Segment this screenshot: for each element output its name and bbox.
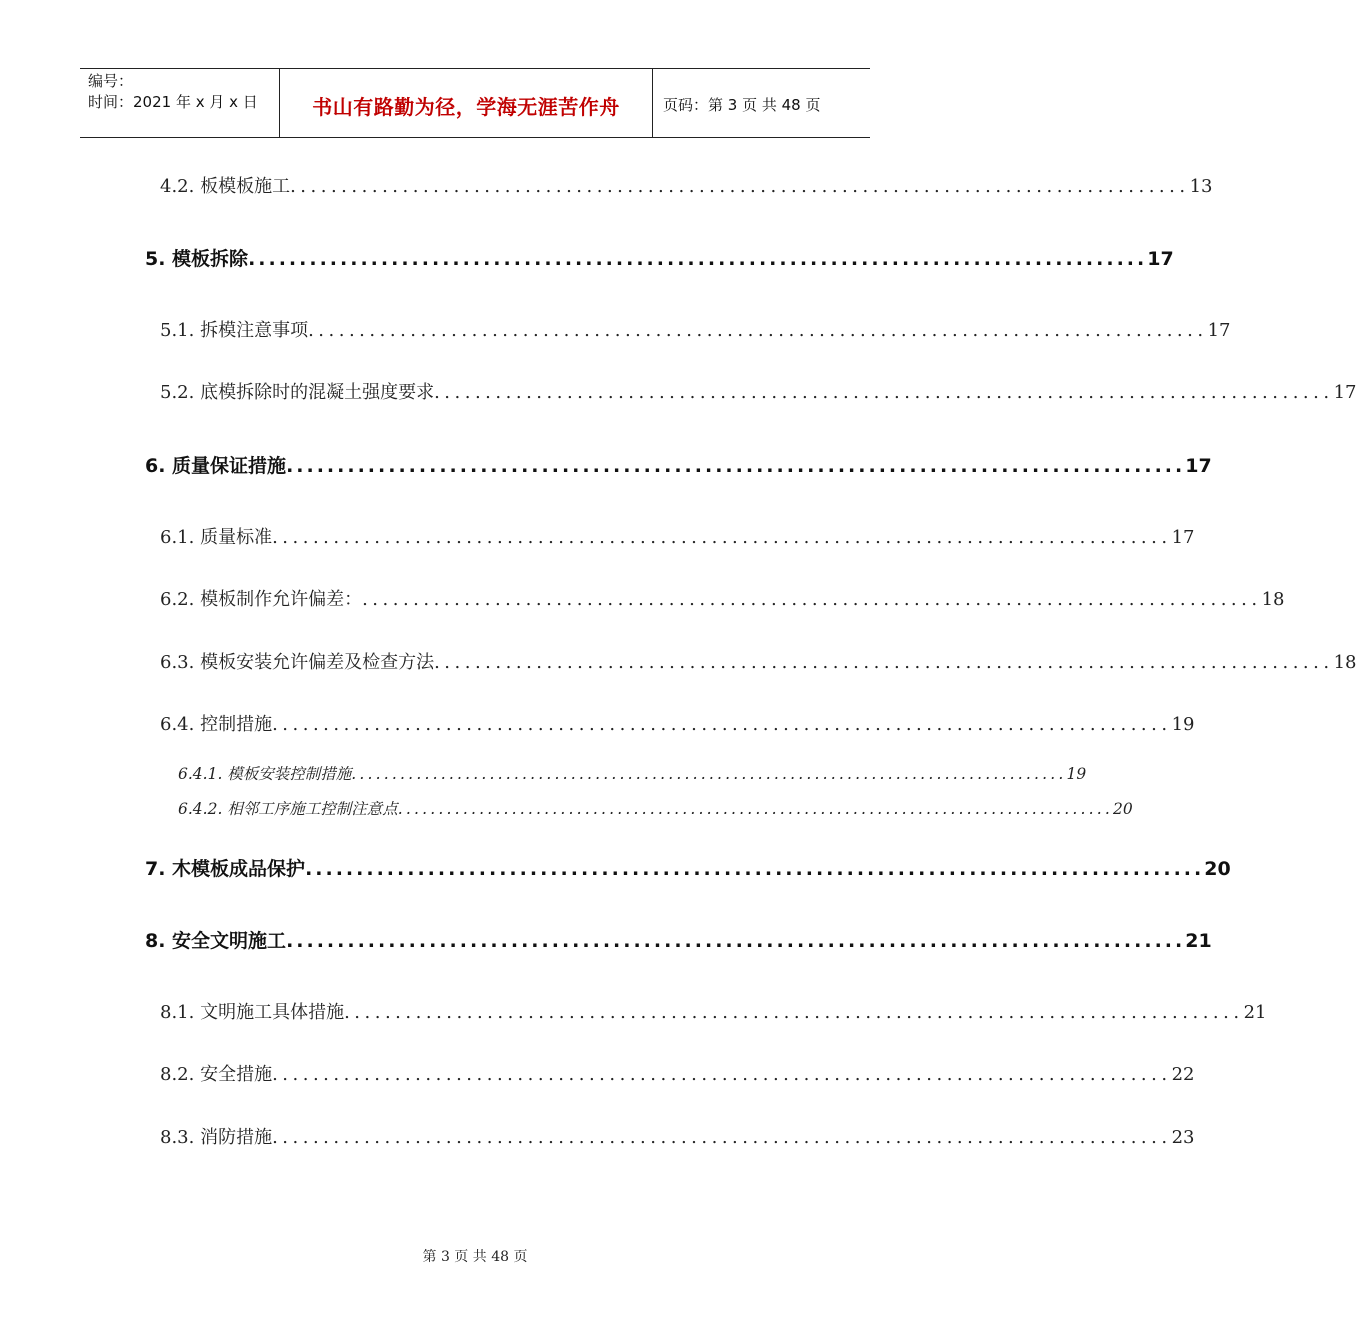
header-meta — [80, 69, 280, 137]
toc-entry-6-4-1[interactable] — [178, 762, 1087, 784]
toc-label: 8.2. 安全措施 — [160, 1064, 273, 1085]
header-time: 时间：2021 年 x 月 x 日 — [88, 93, 258, 111]
toc-label: 4.2. 板模板施工 — [160, 176, 291, 197]
toc-label: 8.1. 文明施工具体措施 — [160, 1002, 345, 1023]
toc-label: 6. 质量保证措施 — [145, 455, 287, 477]
toc-page: 22 — [1171, 1064, 1195, 1085]
toc-page: 17 — [1207, 320, 1231, 341]
toc-entry-6[interactable] — [145, 451, 1212, 478]
toc-label: 6.4. 控制措施 — [160, 714, 273, 735]
toc-page: 20 — [1204, 858, 1231, 880]
toc-entry-6-3[interactable] — [160, 648, 1357, 674]
toc-leader: ........................................................................................ — [434, 652, 1334, 673]
toc-entry-6-2[interactable] — [160, 585, 1285, 611]
toc-leader: ........................................................................................ — [272, 1064, 1172, 1085]
toc-page: 18 — [1333, 652, 1357, 673]
toc-page: 20 — [1112, 800, 1133, 818]
toc-leader: ........................................................................................ — [272, 714, 1172, 735]
toc-entry-6-4[interactable] — [160, 710, 1195, 736]
toc-leader: ........................................................................................ — [286, 455, 1186, 477]
toc-leader: ........................................................................................ — [305, 858, 1205, 880]
toc-entry-5-1[interactable] — [160, 316, 1231, 342]
toc-leader: ........................................................................................ — [397, 800, 1113, 818]
toc-entry-6-1[interactable] — [160, 523, 1195, 549]
toc-page: 13 — [1189, 176, 1213, 197]
toc-entry-8[interactable] — [145, 926, 1212, 953]
toc-entry-5-2[interactable] — [160, 378, 1357, 404]
toc-leader: ........................................................................................ — [351, 765, 1067, 783]
toc-page: 18 — [1261, 589, 1285, 610]
toc-label: 8.3. 消防措施 — [160, 1127, 273, 1148]
toc-entry-5[interactable] — [145, 244, 1174, 271]
toc-leader: ........................................................................................ — [272, 1127, 1172, 1148]
toc-label: 6.3. 模板安装允许偏差及检查方法 — [160, 652, 435, 673]
toc-entry-8-1[interactable] — [160, 998, 1267, 1024]
toc-leader: ........................................................................................ — [434, 382, 1334, 403]
toc-leader: ........................................................................................ — [362, 589, 1262, 610]
toc-page: 17 — [1147, 248, 1174, 270]
toc-label: 6.2. 模板制作允许偏差： — [160, 589, 363, 610]
toc-page: 23 — [1171, 1127, 1195, 1148]
toc-page: 21 — [1243, 1002, 1267, 1023]
toc-label: 7. 木模板成品保护 — [145, 858, 306, 880]
toc-page: 19 — [1066, 765, 1087, 783]
toc-leader: ........................................................................................ — [286, 930, 1186, 952]
toc-label: 8. 安全文明施工 — [145, 930, 287, 952]
toc-entry-8-2[interactable] — [160, 1060, 1195, 1086]
toc-entry-8-3[interactable] — [160, 1123, 1195, 1149]
toc-page: 19 — [1171, 714, 1195, 735]
toc-label: 5.1. 拆模注意事项 — [160, 320, 309, 341]
toc-page: 17 — [1185, 455, 1212, 477]
toc-page: 21 — [1185, 930, 1212, 952]
toc-label: 6.1. 质量标准 — [160, 527, 273, 548]
toc-entry-4-2[interactable] — [160, 172, 1213, 198]
toc-leader: ........................................................................................ — [248, 248, 1148, 270]
toc-leader: ........................................................................................ — [344, 1002, 1244, 1023]
toc-leader: ........................................................................................ — [272, 527, 1172, 548]
header-number: 编号： — [88, 72, 134, 90]
page-footer: 第 3 页 共 48 页 — [422, 1249, 528, 1265]
toc-label: 5. 模板拆除 — [145, 248, 249, 270]
toc-entry-7[interactable] — [145, 854, 1231, 881]
toc-label: 6.4.2. 相邻工序施工控制注意点 — [178, 800, 398, 818]
toc-page: 17 — [1333, 382, 1357, 403]
toc-page: 17 — [1171, 527, 1195, 548]
toc-leader: ........................................................................................ — [290, 176, 1190, 197]
toc-label: 6.4.1. 模板安装控制措施 — [178, 765, 352, 783]
toc-leader: ........................................................................................ — [308, 320, 1208, 341]
toc-entry-6-4-2[interactable] — [178, 797, 1133, 819]
toc-label: 5.2. 底模拆除时的混凝土强度要求 — [160, 382, 435, 403]
header-motto: 书山有路勤为径，学海无涯苦作舟 — [280, 69, 653, 137]
page-header — [80, 68, 870, 138]
header-page-info: 页码：第 3 页 共 48 页 — [663, 95, 821, 114]
